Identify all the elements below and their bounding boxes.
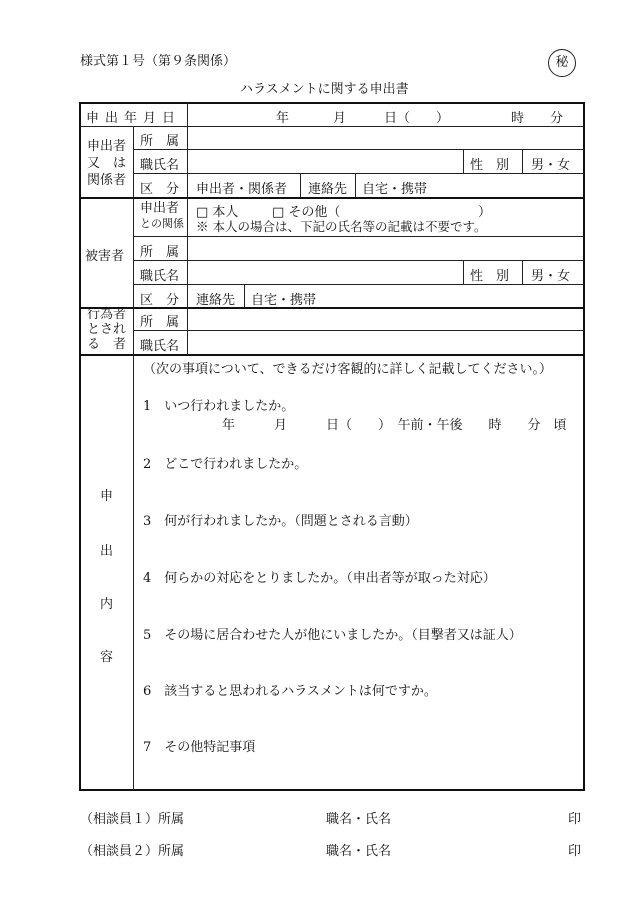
- content-side-1: 申: [100, 489, 114, 504]
- victim-relation-label: [140, 201, 184, 231]
- victim-kubun-label: 区 分: [140, 293, 180, 308]
- question-6: 6 該当すると思われるハラスメントは何ですか。: [143, 684, 437, 699]
- question-3: 3 何が行われましたか。（問題とされる言動）: [143, 514, 418, 529]
- actor-group-line1: 行為者: [87, 307, 127, 322]
- applicant-gender-label: 性 別: [470, 158, 510, 173]
- actor-name-label: 職氏名: [140, 339, 180, 354]
- victim-name-label: 職氏名: [140, 269, 180, 284]
- counselor-1-seal: 印: [568, 812, 582, 827]
- content-side-2: 出: [100, 544, 114, 559]
- applicant-group-line1: 申出者: [87, 139, 127, 154]
- content-side-3: 内: [100, 597, 114, 612]
- date-row-label: 申出年月日: [86, 111, 182, 126]
- question-1: 1 いつ行われましたか。: [143, 399, 295, 414]
- date-month-unit: 月: [333, 111, 347, 126]
- actor-group-line2: とされ: [87, 322, 127, 337]
- victim-group-label: 被害者: [85, 249, 125, 264]
- counselor-2-name: 職名・氏名: [326, 844, 392, 859]
- counselor-2-seal: 印: [568, 844, 582, 859]
- applicant-name-label: 職氏名: [140, 158, 180, 173]
- applicant-contact-value: 自宅・携帯: [362, 182, 428, 197]
- applicant-kubun-label: 区 分: [140, 182, 180, 197]
- confidential-seal: 秘: [548, 49, 576, 77]
- applicant-kubun-value: 申出者・関係者: [196, 182, 288, 197]
- victim-option-self: □ 本人: [196, 205, 239, 220]
- counselor-1-affiliation: （相談員１）所属: [80, 812, 185, 827]
- date-year-unit: 年: [276, 111, 290, 126]
- date-hour-unit: 時: [511, 111, 525, 126]
- date-minute-unit: 分: [550, 111, 564, 126]
- victim-note: ※ 本人の場合は、下記の氏名等の記載は不要です。: [196, 219, 487, 234]
- actor-affiliation-label: 所 属: [140, 315, 180, 330]
- form-number: 様式第１号（第９条関係）: [80, 54, 237, 69]
- content-instruction: （次の事項について、できるだけ客観的に詳しく記載してください。）: [143, 362, 552, 377]
- date-day-unit: 日（ ）: [384, 111, 450, 126]
- victim-relation-line1: 申出者: [140, 201, 180, 216]
- victim-contact-value: 自宅・携帯: [251, 293, 317, 308]
- victim-contact-label: 連絡先: [196, 293, 236, 308]
- question-4: 4 何らかの対応をとりましたか。（申出者等が取った対応）: [143, 571, 496, 586]
- applicant-affiliation-label: 所 属: [140, 134, 180, 149]
- counselor-2-affiliation: （相談員２）所属: [80, 844, 185, 859]
- victim-option-other: □ その他（: [272, 205, 341, 220]
- victim-option-close: ）: [478, 205, 492, 220]
- applicant-group-line3: 関係者: [87, 173, 127, 188]
- actor-group-line3: る 者: [87, 337, 127, 352]
- victim-relation-line2: との関係: [140, 217, 184, 230]
- victim-gender-label: 性 別: [470, 269, 510, 284]
- question-2: 2 どこで行われましたか。: [143, 457, 308, 472]
- question-1-time: 年 月 日（ ） 午前・午後 時 分 頃: [222, 418, 567, 433]
- applicant-group-line2: 又 は: [87, 156, 127, 171]
- applicant-contact-label: 連絡先: [308, 182, 348, 197]
- question-7: 7 その他特記事項: [143, 740, 256, 755]
- applicant-gender-value: 男・女: [531, 158, 571, 173]
- counselor-1-name: 職名・氏名: [326, 812, 392, 827]
- form-title: ハラスメントに関する申出書: [240, 82, 409, 97]
- victim-affiliation-label: 所 属: [140, 245, 180, 260]
- applicant-group-label: [87, 138, 126, 189]
- victim-gender-value: 男・女: [531, 269, 571, 284]
- actor-group-label: [87, 307, 126, 352]
- content-side-4: 容: [100, 650, 114, 665]
- question-5: 5 その場に居合わせた人が他にいましたか。（目撃者又は証人）: [143, 628, 522, 643]
